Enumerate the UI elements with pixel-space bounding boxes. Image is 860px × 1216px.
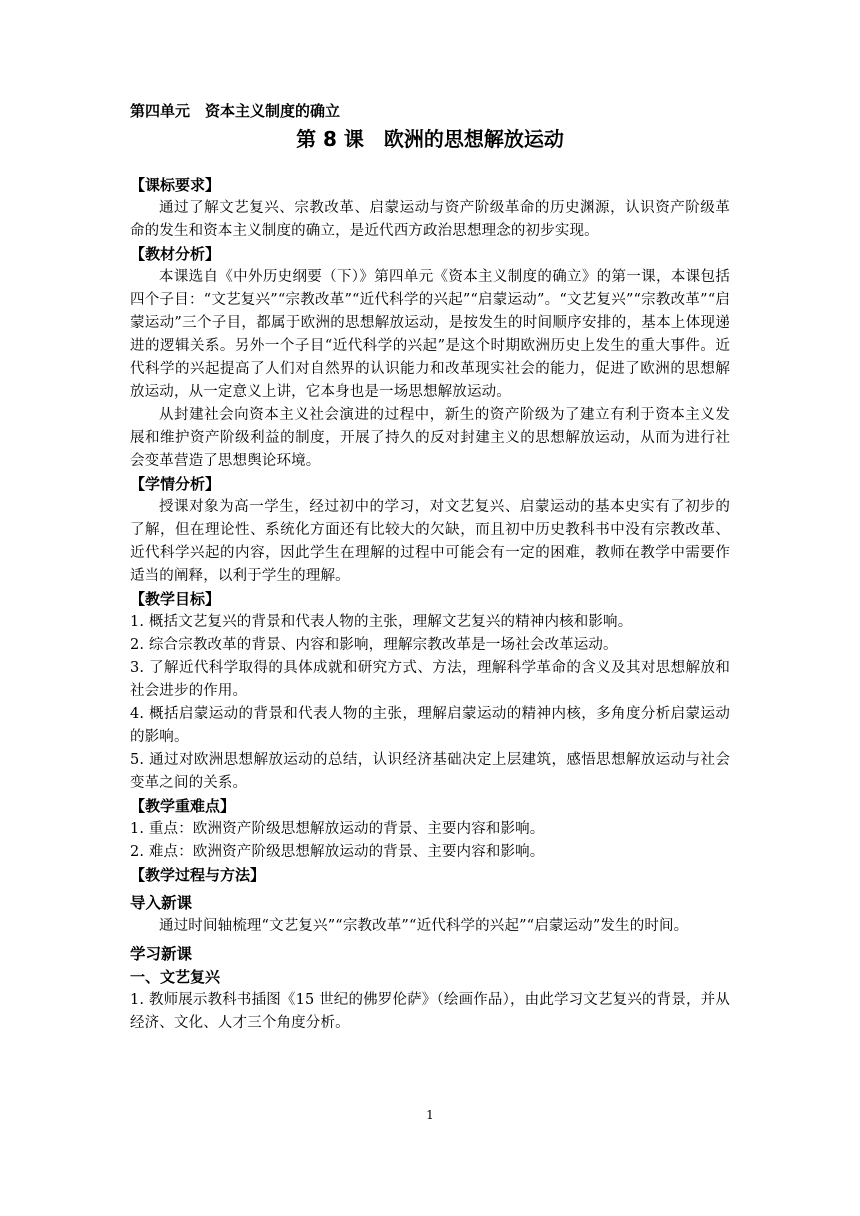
jiaocai-paragraph-1: 本课选自《中外历史纲要（下）》第四单元《资本主义制度的确立》的第一课，本课包括四个子目：“文艺复兴”“宗教改革”“近代科学的兴起”“启蒙运动”。“文艺复兴”“宗教改革”“启蒙运动”三个子目，都属于欧洲的思想解放运动，是按发生的时间顺序安排的，基本上体现递进的逻辑关系。另外一个子目“近代科学的兴起”是这个时期欧洲历史上发生的重大事件。近代科学的兴起提高了人们对自然界的认识能力和改革现实社会的能力，促进了欧洲的思想解放运动，从一定意义上讲，它本身也是一场思想解放运动。 — [130, 269, 730, 400]
objective-item: 2. 综合宗教改革的背景、内容和影响，理解宗教改革是一场社会改革运动。 — [130, 637, 618, 653]
key-point-item: 1. 重点：欧洲资产阶级思想解放运动的背景、主要内容和影响。 — [130, 821, 545, 837]
objective-item: 3. 了解近代科学取得的具体成就和研究方式、方法，理解科学革命的含义及其对思想解放和社会进步的作用。 — [130, 660, 730, 699]
section-heading-xuexi: 学习新课 — [130, 945, 193, 963]
objective-item: 5. 通过对欧洲思想解放运动的总结，认识经济基础决定上层建筑，感悟思想解放运动与社会变革之间的关系。 — [130, 752, 730, 791]
xueqing-paragraph: 授课对象为高一学生，经过初中的学习，对文艺复兴、启蒙运动的基本史实有了初步的了解，但在理论性、系统化方面还有比较大的欠缺，而且初中历史教科书中没有宗教改革、近代科学兴起的内容，因此学生在理解的过程中可能会有一定的困难，教师在教学中需要作适当的阐释，以利于学生的理解。 — [130, 499, 730, 584]
section-heading-jiaocai: 【教材分析】 — [130, 245, 221, 263]
section-heading-kebiao: 【课标要求】 — [130, 176, 221, 194]
lesson-step-item: 1. 教师展示教科书插图《15 世纪的佛罗伦萨》（绘画作品），由此学习文艺复兴的背景，并从经济、文化、人才三个角度分析。 — [130, 992, 730, 1031]
subsection-heading-renaissance: 一、文艺复兴 — [130, 968, 221, 986]
section-heading-daoru: 导入新课 — [130, 894, 193, 912]
page-content — [130, 100, 730, 1035]
section-heading-mubiao: 【教学目标】 — [130, 590, 221, 608]
objective-item: 4. 概括启蒙运动的背景和代表人物的主张，理解启蒙运动的精神内核，多角度分析启蒙运动的影响。 — [130, 706, 730, 745]
kebiao-paragraph: 通过了解文艺复兴、宗教改革、启蒙运动与资产阶级革命的历史渊源，认识资产阶级革命的发生和资本主义制度的确立，是近代西方政治思想理念的初步实现。 — [130, 200, 730, 239]
objective-item: 1. 概括文艺复兴的背景和代表人物的主张，理解文艺复兴的精神内核和影响。 — [130, 614, 633, 630]
key-point-item: 2. 难点：欧洲资产阶级思想解放运动的背景、主要内容和影响。 — [130, 844, 545, 860]
section-heading-xueqing: 【学情分析】 — [130, 475, 221, 493]
lesson-title: 第 8 课 欧洲的思想解放运动 — [296, 127, 564, 151]
section-heading-guocheng: 【教学过程与方法】 — [130, 866, 266, 884]
jiaocai-paragraph-2: 从封建社会向资本主义社会演进的过程中，新生的资产阶级为了建立有利于资本主义发展和维护资产阶级利益的制度，开展了持久的反对封建主义的思想解放运动，从而为进行社会变革营造了思想舆论环境。 — [130, 407, 730, 469]
page-number: 1 — [426, 1108, 434, 1122]
section-heading-zhongnan: 【教学重难点】 — [130, 797, 236, 815]
unit-heading: 第四单元 资本主义制度的确立 — [130, 102, 341, 120]
daoru-paragraph: 通过时间轴梳理“文艺复兴”“宗教改革”“近代科学的兴起”“启蒙运动”发生的时间。 — [159, 918, 689, 934]
